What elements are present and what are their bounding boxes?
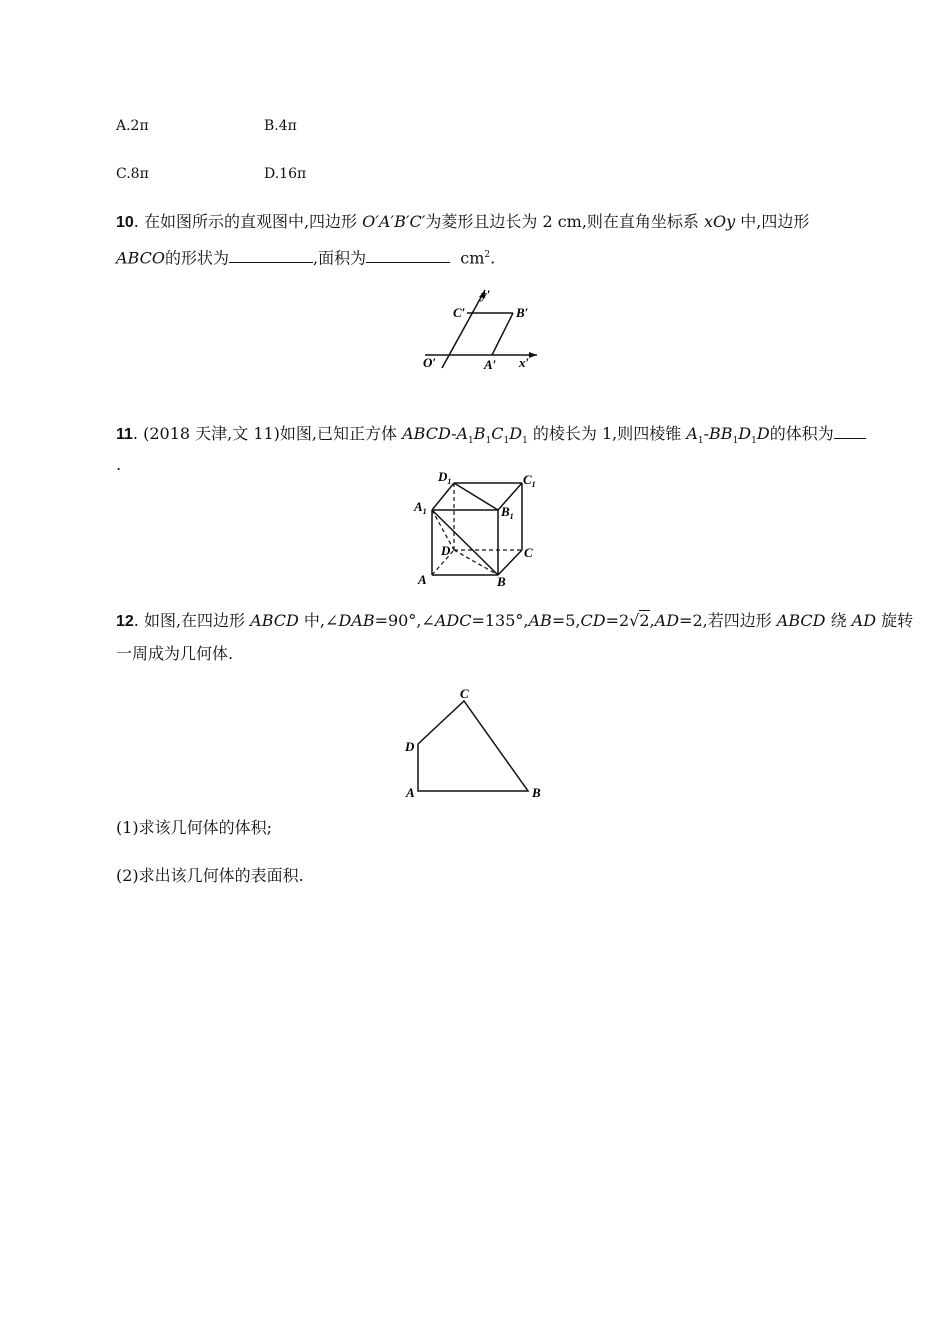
y-axis (442, 290, 485, 368)
q12-sub2: (2)求出该几何体的表面积. (116, 866, 304, 885)
q10-line2: ABCO的形状为 ,面积为 $cm^2$. (116, 248, 496, 268)
label-b: B (532, 785, 541, 800)
label-c: C′ (453, 305, 466, 320)
question-number: 12 (116, 613, 134, 630)
option-a: A.2π (116, 118, 149, 134)
answer-blank[interactable] (229, 248, 313, 263)
rhombus-oblique-figure (415, 285, 540, 375)
q11-line2: . (116, 455, 122, 474)
answer-blank[interactable] (834, 424, 866, 439)
q10-line1: 10. 在如图所示的直观图中,四边形 O′A′B′C′为菱形且边长为 2 cm,则在直角坐标系 xOy 中,四边形 (116, 212, 810, 231)
q12-line1: 12. 如图,在四边形 ABCD 中,∠DAB=90°,∠ADC=135°,AB=5,CD=2√2,AD=2,若四边形 ABCD 绕 AD 旋转 (116, 611, 914, 630)
label-b: B (497, 574, 506, 589)
option-b: B.4π (264, 118, 297, 134)
option-c: C.8π (116, 166, 149, 182)
label-b1: $B_1$ (501, 504, 514, 521)
sqrt-symbol: √ (629, 611, 640, 630)
label-a: A (418, 572, 427, 587)
label-c: C (460, 686, 469, 701)
label-d: D (441, 543, 451, 558)
question-number: 10 (116, 214, 134, 231)
cube-figure (410, 468, 550, 593)
q12-line2: 一周成为几何体. (116, 644, 234, 663)
label-y: y′ (481, 287, 491, 302)
option-d: D.16π (264, 166, 307, 182)
label-a: A (406, 785, 415, 800)
label-c1: $C_1$ (523, 472, 536, 489)
answer-blank[interactable] (366, 248, 450, 263)
q12-sub1: (1)求该几何体的体积; (116, 818, 273, 837)
label-a1: $A_1$ (414, 499, 427, 516)
quadrilateral-figure (400, 684, 550, 804)
label-b: B′ (516, 305, 529, 320)
label-d: D (405, 739, 415, 754)
label-x: x′ (519, 355, 530, 370)
q11-line1: 11. (2018 天津,文 11)如图,已知正方体 ABCD-$A_1B_1C_1D_1$ 的棱长为 1,则四棱锥 $A_1-BB_1D_1D$的体积为 (116, 424, 866, 451)
label-a: A′ (484, 357, 497, 372)
label-c: C (524, 545, 533, 560)
edge-ba (492, 313, 513, 355)
quadrilateral-abcd (418, 701, 528, 791)
x-axis-arrow (529, 352, 537, 358)
question-number: 11 (116, 426, 133, 443)
label-d1: $D_1$ (438, 469, 452, 486)
label-o: O′ (423, 355, 437, 370)
